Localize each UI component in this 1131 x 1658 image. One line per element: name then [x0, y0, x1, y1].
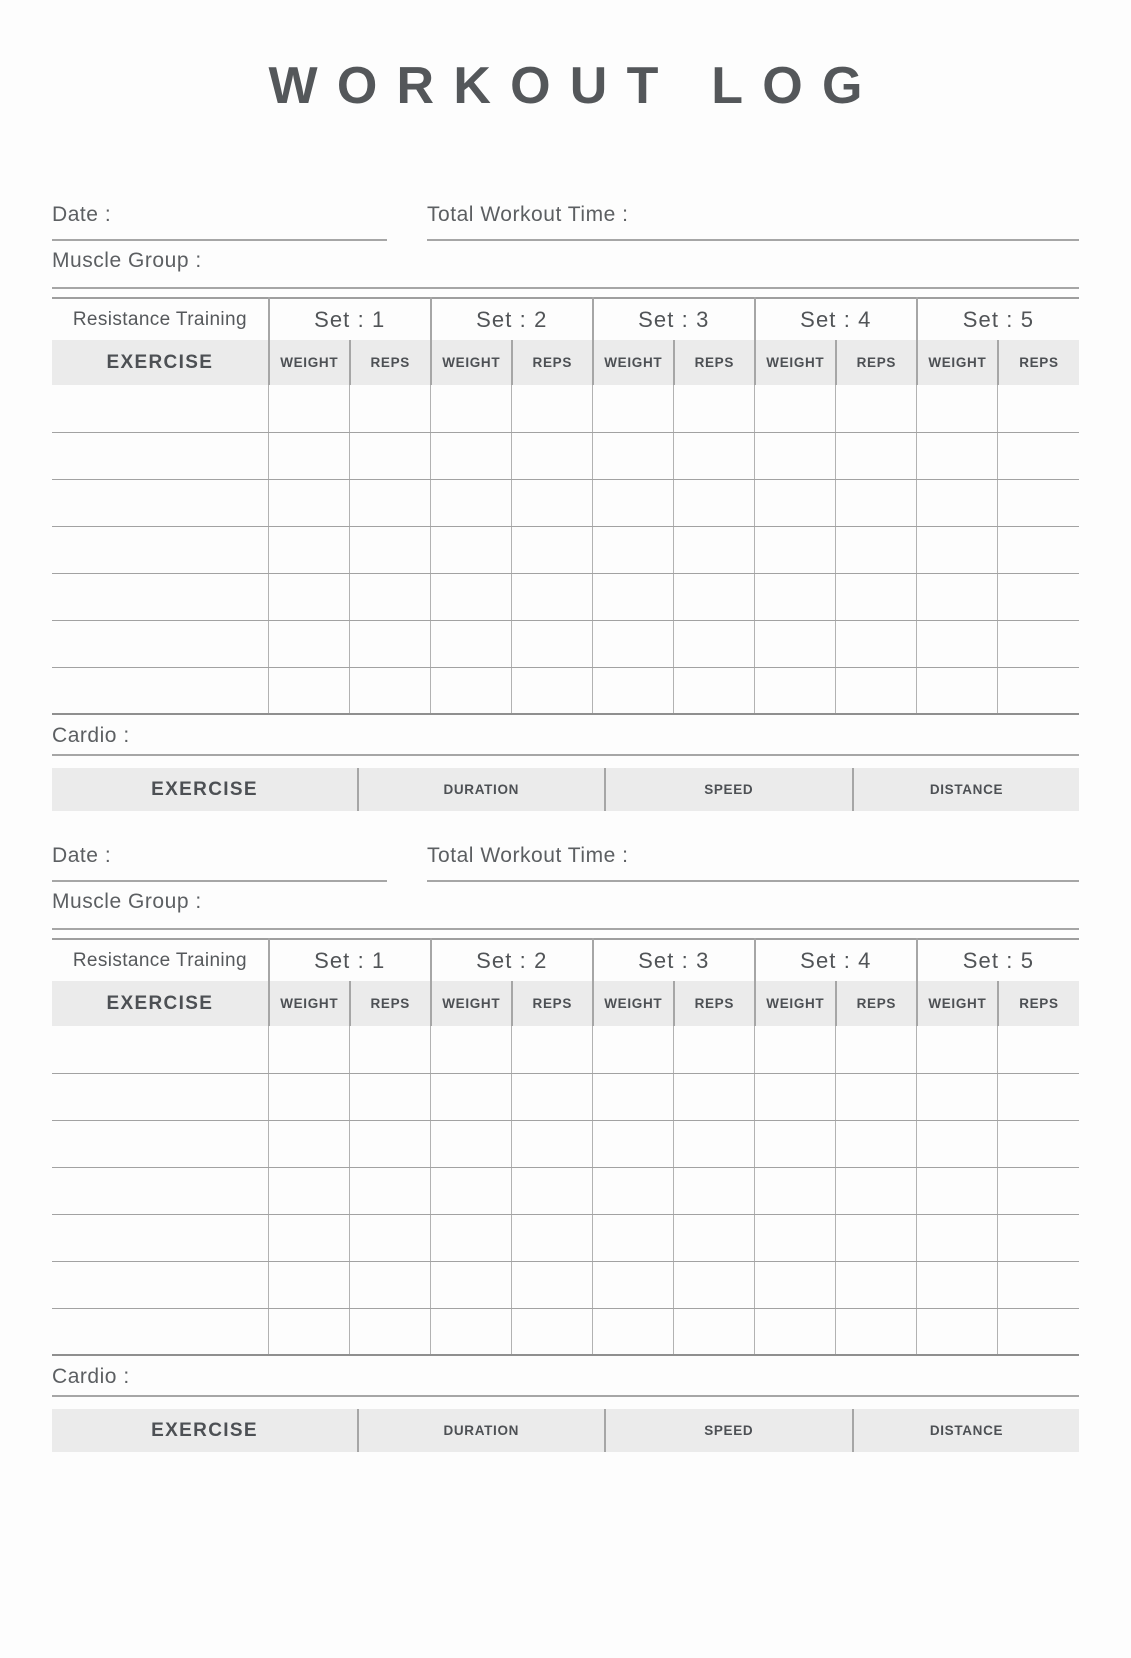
set-1-reps-cell — [350, 432, 431, 479]
resistance-empty-row — [52, 479, 1079, 526]
set-3-reps-cell — [674, 1073, 755, 1120]
set-1-weight-header: WEIGHT — [269, 340, 350, 385]
cardio-header-row — [52, 768, 1079, 811]
set-3-reps-cell — [674, 526, 755, 573]
cardio-table — [52, 1409, 1079, 1452]
set-5-reps-cell — [998, 1120, 1079, 1167]
set-3-weight-header: WEIGHT — [593, 340, 674, 385]
set-1-weight-cell — [269, 1214, 350, 1261]
muscle-group-label: Muscle Group : — [52, 249, 202, 273]
date-time-row — [52, 844, 1079, 882]
exercise-column-header: EXERCISE — [52, 340, 269, 385]
set-3-weight-cell — [593, 1261, 674, 1308]
set-header-row — [52, 939, 1079, 981]
set-5-weight-cell — [917, 1308, 998, 1355]
set-2-weight-header: WEIGHT — [431, 340, 512, 385]
set-2-reps-cell — [512, 573, 593, 620]
resistance-empty-row — [52, 1214, 1079, 1261]
set-5-weight-cell — [917, 1214, 998, 1261]
set-3-weight-cell — [593, 1214, 674, 1261]
exercise-cell — [52, 432, 269, 479]
resistance-empty-row — [52, 1261, 1079, 1308]
set-4-reps-cell — [836, 667, 917, 714]
set-4-weight-cell — [755, 620, 836, 667]
set-1-weight-cell — [269, 1167, 350, 1214]
set-5-reps-cell — [998, 432, 1079, 479]
set-1-reps-cell — [350, 1167, 431, 1214]
resistance-training-table — [52, 938, 1079, 1356]
set-2-weight-cell — [431, 1073, 512, 1120]
set-1-reps-cell — [350, 385, 431, 432]
set-1-weight-header: WEIGHT — [269, 981, 350, 1026]
set-2-reps-cell — [512, 479, 593, 526]
resistance-empty-row — [52, 667, 1079, 714]
cardio-distance-header: DISTANCE — [853, 768, 1079, 811]
set-3-reps-cell — [674, 385, 755, 432]
set-1-weight-cell — [269, 526, 350, 573]
set-3-weight-header: WEIGHT — [593, 981, 674, 1026]
set-1-reps-header: REPS — [350, 340, 431, 385]
set-1-reps-cell — [350, 1308, 431, 1355]
set-1-reps-cell — [350, 1073, 431, 1120]
set-3-weight-cell — [593, 385, 674, 432]
set-1-weight-cell — [269, 1308, 350, 1355]
set-2-reps-cell — [512, 526, 593, 573]
set-5-reps-cell — [998, 573, 1079, 620]
set-3-reps-cell — [674, 479, 755, 526]
workout-log-page — [0, 58, 1131, 1452]
set-3-reps-header: REPS — [674, 340, 755, 385]
set-3-header: Set : 3 — [593, 939, 755, 981]
set-2-reps-cell — [512, 1120, 593, 1167]
set-3-weight-cell — [593, 1167, 674, 1214]
set-4-weight-cell — [755, 1214, 836, 1261]
exercise-cell — [52, 1120, 269, 1167]
resistance-empty-row — [52, 1026, 1079, 1073]
set-1-weight-cell — [269, 1261, 350, 1308]
exercise-cell — [52, 1167, 269, 1214]
cardio-duration-header: DURATION — [358, 1409, 604, 1452]
set-2-weight-cell — [431, 1120, 512, 1167]
set-4-weight-cell — [755, 1167, 836, 1214]
date-field-line — [52, 203, 387, 241]
set-3-weight-cell — [593, 620, 674, 667]
set-5-reps-header: REPS — [998, 340, 1079, 385]
set-header-row — [52, 298, 1079, 340]
set-4-reps-cell — [836, 1026, 917, 1073]
total-workout-time-field-line — [427, 844, 1079, 882]
workout-log-section — [52, 844, 1079, 1452]
set-5-reps-cell — [998, 526, 1079, 573]
set-3-reps-cell — [674, 1167, 755, 1214]
muscle-group-label: Muscle Group : — [52, 890, 202, 914]
set-3-weight-cell — [593, 432, 674, 479]
exercise-cell — [52, 1214, 269, 1261]
exercise-cell — [52, 479, 269, 526]
set-1-weight-cell — [269, 432, 350, 479]
resistance-training-label: Resistance Training — [72, 949, 247, 971]
set-2-weight-cell — [431, 1214, 512, 1261]
set-4-reps-cell — [836, 573, 917, 620]
set-4-header: Set : 4 — [755, 939, 917, 981]
set-2-weight-cell — [431, 1026, 512, 1073]
set-5-reps-cell — [998, 1073, 1079, 1120]
set-5-reps-cell — [998, 1214, 1079, 1261]
set-2-weight-cell — [431, 1308, 512, 1355]
set-2-weight-cell — [431, 573, 512, 620]
set-1-weight-cell — [269, 1073, 350, 1120]
total-workout-time-label: Total Workout Time : — [427, 203, 629, 227]
set-1-reps-cell — [350, 479, 431, 526]
set-2-reps-cell — [512, 1026, 593, 1073]
set-3-reps-cell — [674, 1214, 755, 1261]
date-field-line — [52, 844, 387, 882]
set-4-weight-cell — [755, 1261, 836, 1308]
resistance-empty-row — [52, 1120, 1079, 1167]
set-5-weight-cell — [917, 1261, 998, 1308]
set-4-reps-cell — [836, 1308, 917, 1355]
set-2-reps-header: REPS — [512, 340, 593, 385]
exercise-cell — [52, 667, 269, 714]
workout-log-section — [52, 203, 1079, 811]
set-5-weight-header: WEIGHT — [917, 340, 998, 385]
set-5-weight-cell — [917, 573, 998, 620]
set-4-weight-header: WEIGHT — [755, 340, 836, 385]
set-4-header: Set : 4 — [755, 298, 917, 340]
total-workout-time-field-line — [427, 203, 1079, 241]
set-3-reps-cell — [674, 1120, 755, 1167]
set-5-weight-cell — [917, 526, 998, 573]
set-4-reps-cell — [836, 1167, 917, 1214]
resistance-training-table — [52, 297, 1079, 715]
set-2-reps-cell — [512, 432, 593, 479]
set-4-reps-cell — [836, 1261, 917, 1308]
set-1-reps-cell — [350, 526, 431, 573]
set-1-weight-cell — [269, 1120, 350, 1167]
set-5-weight-cell — [917, 1120, 998, 1167]
set-4-weight-cell — [755, 385, 836, 432]
set-5-reps-cell — [998, 1308, 1079, 1355]
set-5-weight-cell — [917, 1026, 998, 1073]
resistance-empty-row — [52, 1308, 1079, 1355]
set-3-weight-cell — [593, 667, 674, 714]
set-4-weight-cell — [755, 1073, 836, 1120]
resistance-empty-row — [52, 573, 1079, 620]
resistance-empty-row — [52, 620, 1079, 667]
set-4-weight-cell — [755, 1120, 836, 1167]
cardio-exercise-header: EXERCISE — [52, 1409, 358, 1452]
cardio-header-row — [52, 1409, 1079, 1452]
set-4-reps-cell — [836, 385, 917, 432]
set-1-header: Set : 1 — [269, 298, 431, 340]
set-5-weight-cell — [917, 1073, 998, 1120]
set-2-weight-cell — [431, 1167, 512, 1214]
set-4-reps-cell — [836, 432, 917, 479]
set-1-reps-cell — [350, 1261, 431, 1308]
cardio-duration-header: DURATION — [358, 768, 604, 811]
set-5-reps-header: REPS — [998, 981, 1079, 1026]
set-2-weight-cell — [431, 432, 512, 479]
set-4-reps-header: REPS — [836, 340, 917, 385]
resistance-empty-row — [52, 432, 1079, 479]
set-4-reps-cell — [836, 526, 917, 573]
set-3-reps-cell — [674, 1026, 755, 1073]
set-2-reps-cell — [512, 620, 593, 667]
resistance-empty-row — [52, 1073, 1079, 1120]
cardio-distance-header: DISTANCE — [853, 1409, 1079, 1452]
set-5-weight-cell — [917, 620, 998, 667]
muscle-group-field-line — [52, 890, 1079, 930]
set-2-reps-cell — [512, 1073, 593, 1120]
resistance-training-label: Resistance Training — [72, 308, 247, 330]
set-3-reps-cell — [674, 667, 755, 714]
set-2-reps-cell — [512, 1214, 593, 1261]
set-3-header: Set : 3 — [593, 298, 755, 340]
set-2-weight-cell — [431, 479, 512, 526]
cardio-label: Cardio : — [52, 1365, 130, 1389]
set-5-header: Set : 5 — [917, 939, 1079, 981]
set-2-header: Set : 2 — [431, 939, 593, 981]
exercise-cell — [52, 1261, 269, 1308]
exercise-cell — [52, 1073, 269, 1120]
set-1-header: Set : 1 — [269, 939, 431, 981]
set-2-weight-cell — [431, 526, 512, 573]
set-1-weight-cell — [269, 573, 350, 620]
set-3-weight-cell — [593, 1073, 674, 1120]
date-time-row — [52, 203, 1079, 241]
set-4-reps-cell — [836, 479, 917, 526]
set-5-reps-cell — [998, 1167, 1079, 1214]
resistance-empty-row — [52, 1167, 1079, 1214]
column-header-row — [52, 340, 1079, 385]
set-3-weight-cell — [593, 1308, 674, 1355]
set-5-header: Set : 5 — [917, 298, 1079, 340]
set-3-reps-cell — [674, 432, 755, 479]
set-2-weight-cell — [431, 1261, 512, 1308]
cardio-field-line — [52, 724, 1079, 756]
set-4-reps-header: REPS — [836, 981, 917, 1026]
set-3-reps-cell — [674, 1308, 755, 1355]
set-1-reps-cell — [350, 620, 431, 667]
page-title: WORKOUT LOG — [268, 57, 882, 115]
set-5-reps-cell — [998, 667, 1079, 714]
set-1-reps-cell — [350, 667, 431, 714]
muscle-group-field-line — [52, 249, 1079, 289]
set-1-reps-header: REPS — [350, 981, 431, 1026]
cardio-label: Cardio : — [52, 724, 130, 748]
set-4-weight-cell — [755, 526, 836, 573]
set-5-reps-cell — [998, 1261, 1079, 1308]
set-5-weight-header: WEIGHT — [917, 981, 998, 1026]
set-1-reps-cell — [350, 573, 431, 620]
set-2-reps-cell — [512, 385, 593, 432]
set-3-weight-cell — [593, 526, 674, 573]
set-1-weight-cell — [269, 667, 350, 714]
set-2-header: Set : 2 — [431, 298, 593, 340]
set-2-reps-cell — [512, 1261, 593, 1308]
set-1-reps-cell — [350, 1120, 431, 1167]
set-4-weight-cell — [755, 573, 836, 620]
set-2-reps-cell — [512, 1167, 593, 1214]
set-1-weight-cell — [269, 479, 350, 526]
set-1-weight-cell — [269, 385, 350, 432]
set-1-weight-cell — [269, 1026, 350, 1073]
set-3-weight-cell — [593, 1120, 674, 1167]
set-3-weight-cell — [593, 573, 674, 620]
set-2-weight-header: WEIGHT — [431, 981, 512, 1026]
exercise-cell — [52, 385, 269, 432]
resistance-empty-row — [52, 526, 1079, 573]
set-4-weight-cell — [755, 1026, 836, 1073]
total-workout-time-label: Total Workout Time : — [427, 844, 629, 868]
set-3-reps-header: REPS — [674, 981, 755, 1026]
set-4-weight-cell — [755, 1308, 836, 1355]
set-1-weight-cell — [269, 620, 350, 667]
set-2-weight-cell — [431, 667, 512, 714]
cardio-table — [52, 768, 1079, 811]
date-label: Date : — [52, 203, 112, 227]
set-4-reps-cell — [836, 1073, 917, 1120]
set-1-reps-cell — [350, 1214, 431, 1261]
set-5-reps-cell — [998, 479, 1079, 526]
set-3-reps-cell — [674, 573, 755, 620]
set-4-reps-cell — [836, 620, 917, 667]
set-4-weight-cell — [755, 479, 836, 526]
set-3-weight-cell — [593, 1026, 674, 1073]
cardio-speed-header: SPEED — [605, 768, 854, 811]
exercise-cell — [52, 573, 269, 620]
set-5-weight-cell — [917, 385, 998, 432]
sections-container — [52, 203, 1079, 1452]
cardio-speed-header: SPEED — [605, 1409, 854, 1452]
set-4-weight-header: WEIGHT — [755, 981, 836, 1026]
set-4-reps-cell — [836, 1120, 917, 1167]
set-5-reps-cell — [998, 385, 1079, 432]
set-4-weight-cell — [755, 432, 836, 479]
set-2-reps-cell — [512, 1308, 593, 1355]
set-3-reps-cell — [674, 1261, 755, 1308]
exercise-cell — [52, 1026, 269, 1073]
set-5-reps-cell — [998, 1026, 1079, 1073]
set-5-weight-cell — [917, 479, 998, 526]
set-5-weight-cell — [917, 1167, 998, 1214]
set-1-reps-cell — [350, 1026, 431, 1073]
cardio-field-line — [52, 1365, 1079, 1397]
exercise-cell — [52, 620, 269, 667]
set-4-reps-cell — [836, 1214, 917, 1261]
cardio-exercise-header: EXERCISE — [52, 768, 358, 811]
set-2-weight-cell — [431, 385, 512, 432]
set-5-weight-cell — [917, 667, 998, 714]
set-2-reps-cell — [512, 667, 593, 714]
column-header-row — [52, 981, 1079, 1026]
exercise-cell — [52, 526, 269, 573]
exercise-cell — [52, 1308, 269, 1355]
set-4-weight-cell — [755, 667, 836, 714]
resistance-empty-row — [52, 385, 1079, 432]
set-2-reps-header: REPS — [512, 981, 593, 1026]
exercise-column-header: EXERCISE — [52, 981, 269, 1026]
set-3-weight-cell — [593, 479, 674, 526]
date-label: Date : — [52, 844, 112, 868]
set-2-weight-cell — [431, 620, 512, 667]
set-5-reps-cell — [998, 620, 1079, 667]
set-5-weight-cell — [917, 432, 998, 479]
set-3-reps-cell — [674, 620, 755, 667]
